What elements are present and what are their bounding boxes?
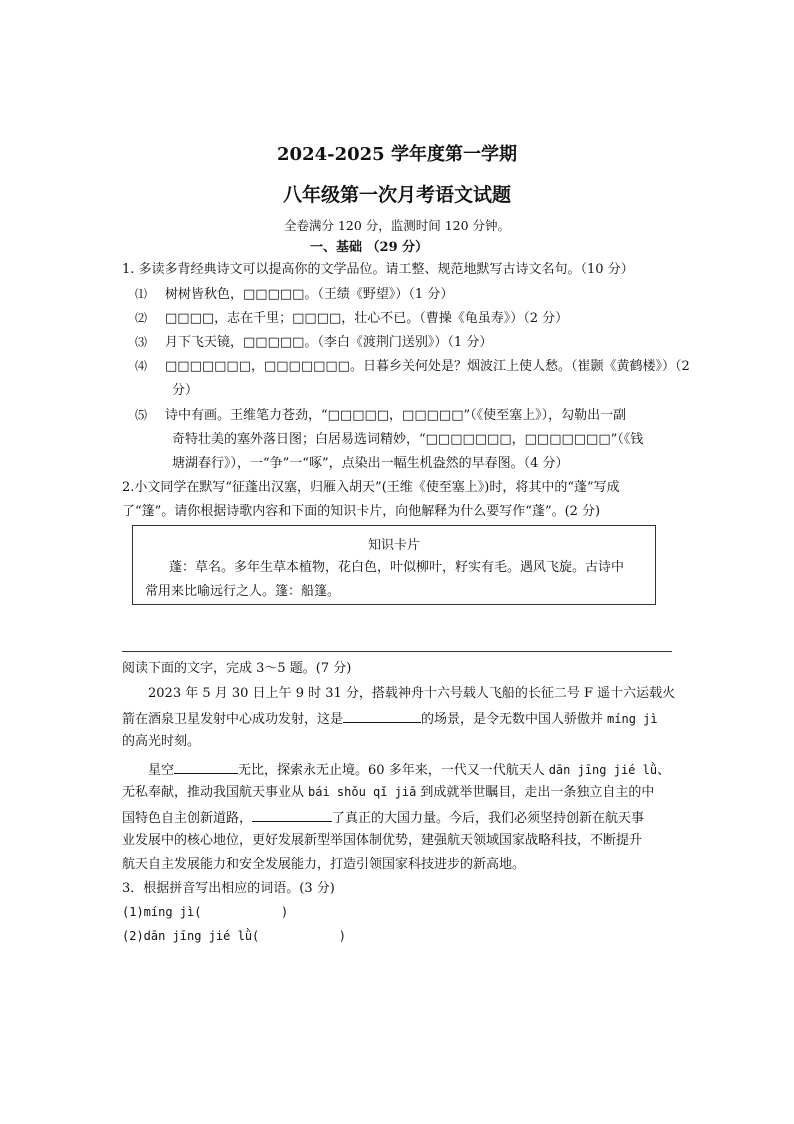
reading-intro: 阅读下面的文字，完成 3～5 题。(7 分) bbox=[122, 661, 352, 676]
item-number: ⑶ bbox=[135, 335, 148, 349]
answer-blank[interactable] bbox=[252, 810, 332, 822]
exam-info: 全卷满分 120 分，监测时间 120 分钟。 bbox=[283, 218, 511, 233]
q1-item-3 bbox=[135, 336, 492, 349]
q1-item-1 bbox=[135, 288, 453, 301]
passage-p2-line-3 bbox=[122, 810, 644, 825]
text-segment: 的场景，是令无数中国人骄傲并 bbox=[421, 712, 604, 727]
answer-blank[interactable] bbox=[343, 711, 421, 723]
knowledge-card bbox=[132, 525, 656, 605]
q1-item-5 bbox=[135, 409, 626, 422]
text-segment: 箭在酒泉卫星发射中心成功发射，这是 bbox=[122, 712, 344, 727]
text-segment: 、 bbox=[657, 763, 671, 778]
passage-p2-line-1 bbox=[148, 762, 670, 777]
text-segment: 无比，探索永无止境。60 多年来，一代又一代航天人 bbox=[238, 763, 545, 778]
passage-p1-line-1: 2023 年 5 月 30 日上午 9 时 31 分，搭载神舟十六号载人飞船的长征二号 F 遥十六运载火 bbox=[148, 686, 676, 701]
text-segment: 国特色自主创新道路， bbox=[122, 811, 253, 826]
pinyin-prompt: míng jì bbox=[607, 712, 658, 726]
q2-line-1: 2.小文同学在默写“征蓬出汉塞，归雁入胡天”(王维《使至塞上》)时，将其中的“蓬”写成 bbox=[122, 480, 620, 495]
divider bbox=[122, 651, 672, 652]
pinyin-prompt: dān jīng jié lǜ bbox=[548, 763, 658, 777]
item-text: 树树皆秋色，□□□□□。（王绩《野望》）（1 分） bbox=[165, 287, 454, 302]
item-number: ⑸ bbox=[135, 408, 148, 422]
term-title: 2024-2025 学年度第一学期 bbox=[277, 144, 517, 165]
q1-item-4-cont: 分） bbox=[172, 383, 199, 398]
text-segment: 星空 bbox=[148, 763, 175, 778]
item-number: ⑷ bbox=[135, 359, 148, 373]
text-segment: 无私奉献，推动我国航天事业从 bbox=[122, 785, 305, 800]
item-text: 诗中有画。王维笔力苍劲，“□□□□□，□□□□□”（《使至塞上》），勾勒出一副 bbox=[165, 408, 627, 423]
answer-blank[interactable] bbox=[174, 762, 238, 774]
q1-stem: 1. 多读多背经典诗文可以提高你的文学品位。请工整、规范地默写古诗文名句。（10 分） bbox=[122, 262, 634, 277]
item-text: □□□□，志在千里；□□□□，壮心不已。（曹操《龟虽寿》）（2 分） bbox=[165, 311, 569, 326]
section-heading: 一、基础 （29 分） bbox=[310, 240, 429, 255]
text-segment: 到成就举世瞩目，走出一条独立自主的中 bbox=[420, 785, 655, 800]
passage-p2-line-5: 航天自主发展能力和安全发展能力，打造引领国家科技进步的新高地。 bbox=[122, 857, 526, 872]
card-line-1: 蓬：草名。多年生草本植物，花白色，叶似柳叶，籽实有毛。遇风飞旋。古诗中 bbox=[169, 560, 625, 575]
item-number: ⑴ bbox=[135, 287, 148, 301]
passage-p2-line-2 bbox=[122, 786, 654, 799]
exam-title: 八年级第一次月考语文试题 bbox=[282, 184, 511, 206]
q1-item-5-cont2: 塘湖春行》），一“争”一“啄”，点染出一幅生机盎然的早春图。（4 分） bbox=[172, 456, 569, 471]
q3-stem: 3．根据拼音写出相应的词语。(3 分) bbox=[122, 881, 335, 896]
q1-item-5-cont: 奇特壮美的塞外落日图；白居易选词精妙，“□□□□□□□，□□□□□□□”（《钱 bbox=[172, 432, 644, 447]
q3-answer-1[interactable]: (1)míng jì( ) bbox=[122, 905, 289, 919]
passage-p2-line-4: 业发展中的核心地位，更好发展新型举国体制优势，建强航天领域国家战略科技，不断提升 bbox=[122, 833, 643, 848]
q2-line-2: 了“篷”。请你根据诗歌内容和下面的知识卡片，向他解释为什么要写作“蓬”。(2 分) bbox=[122, 504, 601, 519]
q3-answer-2[interactable]: (2)dān jīng jié lǜ( ) bbox=[122, 929, 346, 943]
text-segment: 了真正的大国力量。今后，我们必须坚持创新在航天事 bbox=[332, 811, 645, 826]
card-line-2: 常用来比喻远行之人。篷：船篷。 bbox=[145, 584, 341, 599]
passage-p1-line-2 bbox=[122, 711, 658, 726]
card-title: 知识卡片 bbox=[367, 538, 420, 553]
q1-item-2 bbox=[135, 312, 568, 325]
q1-item-4 bbox=[135, 360, 690, 373]
item-text: 月下飞天镜，□□□□□。（李白《渡荆门送别》）（1 分） bbox=[165, 335, 493, 350]
item-number: ⑵ bbox=[135, 311, 148, 325]
item-text: □□□□□□□，□□□□□□□。日暮乡关何处是？烟波江上使人愁。（崔颢《黄鹤楼》）（2 bbox=[165, 359, 690, 374]
pinyin-prompt: bái shǒu qǐ jiā bbox=[308, 785, 417, 799]
passage-p1-line-3: 的高光时刻。 bbox=[122, 734, 201, 749]
